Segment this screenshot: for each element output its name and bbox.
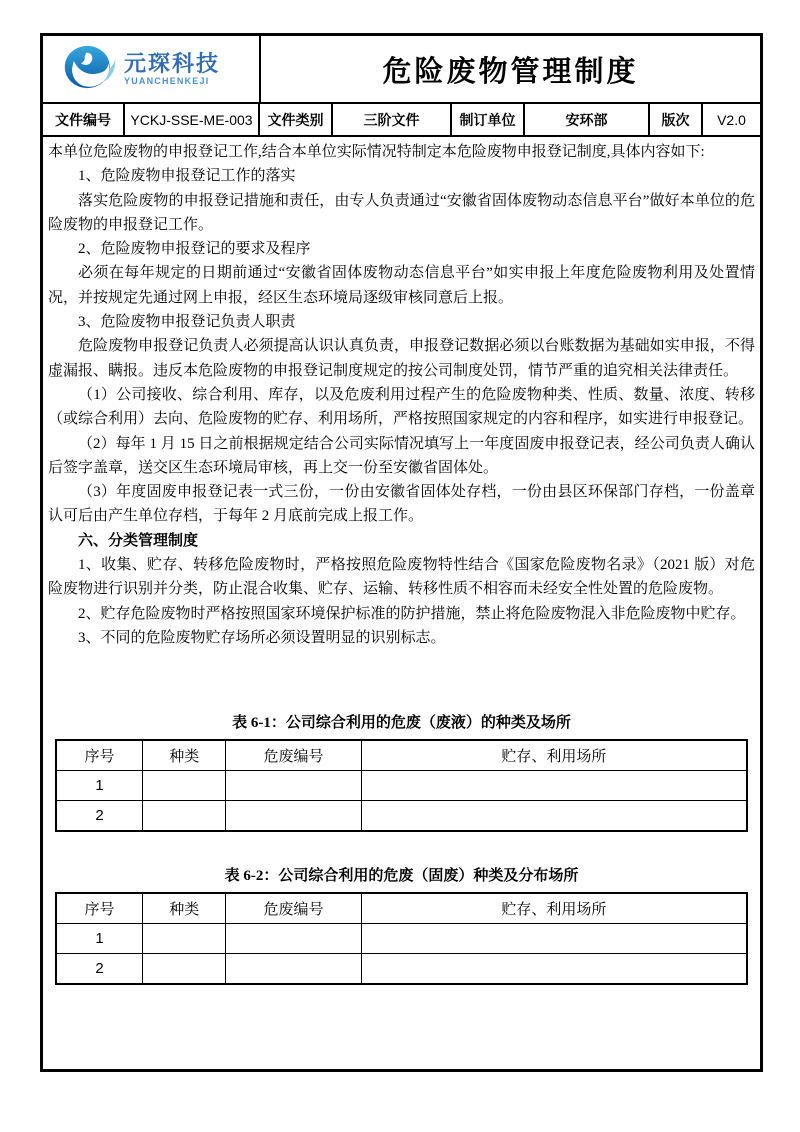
- row-number-cell: 2: [56, 954, 143, 985]
- table-header-row: [56, 893, 747, 924]
- paragraph: 3、不同的危险废物贮存场所必须设置明显的识别标志。: [78, 629, 446, 646]
- paragraph: （3）年度固废申报登记表一式三份，一份由安徽省固体处存档，一份由县区环保部门存档，一份盖章认可后由产生单位存档，于每年 2 月底前完成上报工作。: [48, 484, 755, 525]
- table-title: 表 6-2：公司综合利用的危废（固废）种类及分布场所: [224, 868, 579, 885]
- document-page: [40, 33, 763, 1072]
- document-header: [43, 36, 760, 104]
- meta-label-doc-category: 文件类别: [260, 104, 333, 135]
- empty-data-cell: [361, 924, 747, 954]
- table-section-6-2: [55, 866, 748, 985]
- meta-label-doc-number: 文件编号: [43, 104, 125, 135]
- column-header: 种类: [143, 740, 226, 771]
- table-section-6-1: [55, 713, 748, 832]
- empty-data-cell: [143, 954, 226, 985]
- meta-value-doc-number: YCKJ-SSE-ME-003: [125, 104, 260, 135]
- column-header: 贮存、利用场所: [361, 740, 747, 771]
- column-header: 贮存、利用场所: [361, 893, 747, 924]
- meta-value-doc-category: 三阶文件: [333, 104, 452, 135]
- empty-data-cell: [226, 924, 361, 954]
- paragraph: 危险废物申报登记负责人必须提高认识认真负责，申报登记数据必须以台账数据为基础如实申报，不得虚漏报、瞒报。违反本危险废物的申报登记制度规定的按公司制度处罚，情节严重的追究相关法律责任。: [48, 338, 755, 379]
- document-body: [43, 137, 760, 650]
- paragraph: 本单位危险废物的申报登记工作,结合本单位实际情况特制定本危险废物申报登记制度,具体内容如下:: [48, 144, 705, 160]
- paragraph: 必须在每年规定的日期前通过“安徽省固体废物动态信息平台”如实申报上年度危险废物利用及处置情况，并按规定先通过网上申报，经区生态环境局逐级审核同意后上报。: [48, 265, 755, 306]
- paragraph: 落实危险废物的申报登记措施和责任，由专人负责通过“安徽省固体废物动态信息平台”做好本单位的危险废物的申报登记工作。: [48, 192, 755, 233]
- column-header: 序号: [56, 893, 143, 924]
- paragraph: 1、危险废物申报登记工作的落实: [78, 168, 296, 185]
- paragraph: 1、收集、贮存、转移危险废物时，严格按照危险废物特性结合《国家危险废物名录》（2021 版）对危险废物进行识别并分类，防止混合收集、贮存、运输、转移性质不相容而未经安全性处置的危险废物。: [48, 557, 755, 598]
- document-meta-row: [43, 104, 760, 137]
- company-logo-icon: [63, 40, 117, 99]
- row-number-cell: 2: [56, 801, 143, 832]
- company-name-en: YUANCHENKEJI: [124, 75, 210, 86]
- document-title: 危险废物管理制度: [382, 55, 639, 88]
- empty-data-cell: [361, 954, 747, 985]
- column-header: 种类: [143, 893, 226, 924]
- empty-data-cell: [143, 924, 226, 954]
- logo-text: [124, 50, 221, 86]
- empty-data-cell: [361, 771, 747, 801]
- empty-data-cell: [361, 801, 747, 832]
- waste-liquid-table: [55, 739, 748, 832]
- column-header: 序号: [56, 740, 143, 771]
- empty-data-cell: [226, 801, 361, 832]
- meta-value-issuing-dept: 安环部: [525, 104, 650, 135]
- paragraph: 六、分类管理制度: [78, 532, 199, 549]
- empty-data-cell: [143, 801, 226, 832]
- logo-cell: [43, 36, 261, 102]
- paragraph: 3、危险废物申报登记负责人职责: [78, 314, 296, 331]
- paragraph: （1）公司接收、综合利用、库存，以及危废利用过程产生的危险废物种类、性质、数量、浓度、转移（或综合利用）去向、危险废物的贮存、利用场所，严格按照国家规定的内容和程序，如实进行申报登记。: [48, 386, 755, 428]
- paragraph: 2、危险废物申报登记的要求及程序: [78, 241, 311, 258]
- empty-data-cell: [226, 954, 361, 985]
- table-row: [56, 801, 747, 832]
- table-row: [56, 954, 747, 985]
- meta-label-version: 版次: [650, 104, 703, 135]
- column-header: 危废编号: [226, 740, 361, 771]
- meta-label-issuing-dept: 制订单位: [452, 104, 525, 135]
- row-number-cell: 1: [56, 924, 143, 954]
- paragraph: （2）每年 1 月 15 日之前根据规定结合公司实际情况填写上一年度固废申报登记表，经公司负责人确认后签字盖章，送交区生态环境局审核，再上交一份至安徽省固体处。: [48, 435, 755, 476]
- table-header-row: [56, 740, 747, 771]
- table-title: 表 6-1：公司综合利用的危废（废液）的种类及场所: [232, 715, 571, 732]
- column-header: 危废编号: [226, 893, 361, 924]
- paragraph: 2、贮存危险废物时严格按照国家环境保护标准的防护措施，禁止将危险废物混入非危险废物中贮存。: [78, 605, 746, 622]
- company-name-cn: 元琛科技: [124, 50, 221, 76]
- empty-data-cell: [143, 771, 226, 801]
- row-number-cell: 1: [56, 771, 143, 801]
- meta-value-version: V2.0: [717, 111, 746, 128]
- empty-data-cell: [226, 771, 361, 801]
- table-row: [56, 771, 747, 801]
- waste-solid-table: [55, 892, 748, 985]
- table-row: [56, 924, 747, 954]
